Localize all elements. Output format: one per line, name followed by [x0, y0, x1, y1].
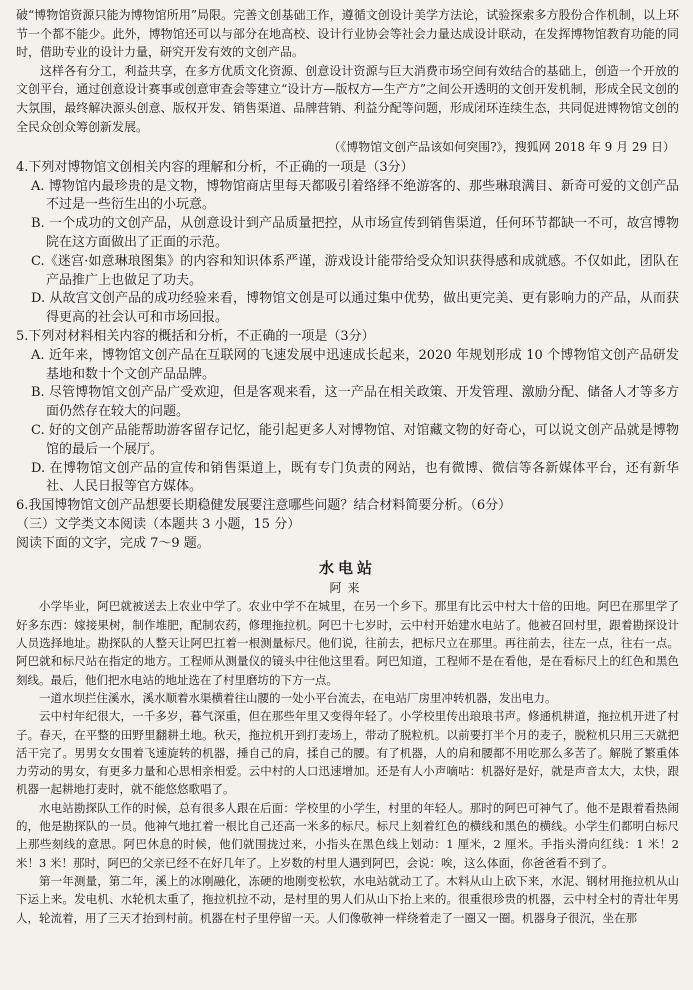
- question-5: [16, 328, 679, 497]
- option-a: A. 近年来，博物馆文创产品在互联网的飞速发展中迅速成长起来，2020 年规划形成 10 个博物馆文创产品研发基地和数十个文创产品品牌。: [31, 347, 679, 382]
- story-title: 水电站: [318, 559, 376, 578]
- section-heading: （三）文学类文本阅读（本题共 3 小题，15 分）: [16, 516, 301, 532]
- passage-paragraph: 这样各有分工，利益共享，在多方优质文化资源、创意设计资源与巨大消费市场空间有效结合的基础上，创造一个开放的文创平台，通过创意设计赛事或创意审查会等建立“设计方—版权方—生产方”之间公开透明的文创开发机制，形成全民文创的大氛围，最终解决源头创意、版权开发、销售渠道、品牌营销、利益分配等问题，形成闭环连续生态，共同促进博物馆文创的全民众创众筹创新发展。: [16, 63, 679, 134]
- story-paragraph: 第一年测量，第二年，溪上的冰刚融化，冻硬的地刚变松软，水电站就动工了。木料从山上砍下来，水泥、钢材用拖拉机从山下运上来。发电机、水轮机太重了，拖拉机拉不动，是村里的男人们从山下抬上来的。很重很珍贵的机器，云中村全村的青壮年男人，轮流着，用了三天才抬到村前。机器在村子里停留一天。人们像敬神一样绕着走了一圈又一圈。机器身子很沉，坐在那: [16, 873, 679, 925]
- reading-passage: [16, 6, 679, 157]
- story-author: 阿来: [329, 581, 366, 596]
- option-c: C.《迷宫·如意琳琅图集》的内容和知识体系严谨，游戏设计能带给受众知识获得感和成就感。不仅如此，团队在产品推广上也做足了功夫。: [31, 253, 679, 288]
- story-paragraph: 云中村年纪很大，一千多岁，暮气深重，但在那些年里又变得年轻了。小学校里传出琅琅书声。修通机耕道，拖拉机开进了村子。春天，在平整的田野里翻耕土地。秋天，拖拉机开到打麦场上，带动了脱粒机。以前要打半个月的麦子，脱粒机只用三天就把活干完了。男男女女围着飞速旋转的机器，捶自己的肩，揉自己的腰。有了机器，人的肩和腰都不用吃那么多苦了。解脱了繁重体力劳动的男女，有更多力量和心思相亲相爱。云中村的人口迅速增加。还是有人小声嘀咕：机器好是好，就是声音太大，太快，跟机器一起耕地打麦时，就不能悠悠歌唱了。: [16, 709, 679, 797]
- section-instruction: 阅读下面的文字，完成 7～9 题。: [16, 535, 210, 551]
- passage-paragraph: 破“博物馆资源只能为博物馆所用”局限。完善文创基础工作，遵循文创设计美学方法论，试验探索多方股份合作机制，以上环节一个都不能少。此外，博物馆还可以与部分在地高校、设计行业协会等社会力量达成设计联动，在发挥博物馆教育功能的同时，借助专业的设计力量，研究开发有效的文创产品。: [16, 8, 679, 60]
- option-d: D. 从故宫文创产品的成功经验来看，博物馆文创是可以通过集中优势，做出更完美、更有影响力的产品，从而获得更高的社会认可和市场回报。: [31, 291, 679, 326]
- passage-source: （《博物馆文创产品该如何突围?》，搜狐网 2018 年 9 月 29 日）: [328, 140, 675, 155]
- story-paragraph: 水电站勘探队工作的时候，总有很多人跟在后面：学校里的小学生，村里的年轻人。那时的阿巴可神气了。他不是跟着看热闹的，他是勘探队的一员。他神气地扛着一根比自己还高一米多的标尺。标尺上刻着红色的横线和黑色的横线。小学生们都明白标尺上那些刻线的意思。阿巴休息的时候，他们就围拢过来，小指头在黑色线上划动：1 厘米，2 厘米。手指头滑向红线：1 米！2 米！3 米！那时，阿巴的父亲已经不在好几年了。上岁数的村里人遇到阿巴，会说：唉，这么体面，你爸爸看不到了。: [16, 800, 679, 870]
- story-paragraph: 一道水坝拦住溪水，溪水顺着水渠横着往山腰的一处小平台流去，在电站厂房里冲转机器，发出电力。: [39, 690, 557, 705]
- story: [16, 557, 679, 926]
- option-b: B. 一个成功的文创产品，从创意设计到产品质量把控，从市场宣传到销售渠道，任何环节都缺一不可，故宫博物院在这方面做出了正面的示范。: [31, 216, 679, 250]
- question-stem: 4.下列对博物馆文创相关内容的理解和分析，不正确的一项是（3分）: [16, 159, 414, 175]
- option-d: D. 在博物馆文创产品的宣传和销售渠道上，既有专门负责的网站，也有微博、微信等各新媒体平台，还有新华社、人民日报等官方媒体。: [31, 460, 679, 495]
- question-stem: 5.下列对材料相关内容的概括和分析，不正确的一项是（3分）: [16, 328, 375, 344]
- option-a: A. 博物馆内最珍贵的是文物，博物馆商店里每天都吸引着络绎不绝游客的、那些琳琅满目、新奇可爱的文创产品不过是一些衍生出的小玩意。: [31, 178, 679, 213]
- question-6: 6.我国博物馆文创产品想要长期稳健发展要注意哪些问题？结合材料简要分析。（6分）: [16, 498, 512, 514]
- story-paragraph: 小学毕业，阿巴就被送去上农业中学了。农业中学不在城里，在另一个乡下。那里有比云中村大十倍的田地。阿巴在那里学了好多东西：嫁接果树，制作堆肥，配制农药，修理拖拉机。阿巴十七岁时，云中村开始建水电站了。他被召回村里，跟着勘探设计人员选择地址。勘探队的人整天让阿巴扛着一根测量标尺。他们说，往前去，把标尺立在那里。再往前去，往左一点，往右一点。阿巴就和标尺站在指定的地方。工程师从测量仪的镜头中往他这里看。阿巴知道，工程师不是在看他，是在看标尺上的红色和黑色刻线。最后，他们把水电站的地址选在了村里磨坊的下方一点。: [16, 599, 679, 687]
- option-c: C. 好的文创产品能帮助游客留存记忆，能引起更多人对博物馆、对馆藏文物的好奇心，可以说文创产品就是博物馆的最后一个展厅。: [31, 422, 679, 457]
- option-b: B. 尽管博物馆文创产品广受欢迎，但是客观来看，这一产品在相关政策、开发管理、激励分配、储备人才等多方面仍然存在较大的问题。: [31, 385, 679, 420]
- question-4: [16, 159, 679, 328]
